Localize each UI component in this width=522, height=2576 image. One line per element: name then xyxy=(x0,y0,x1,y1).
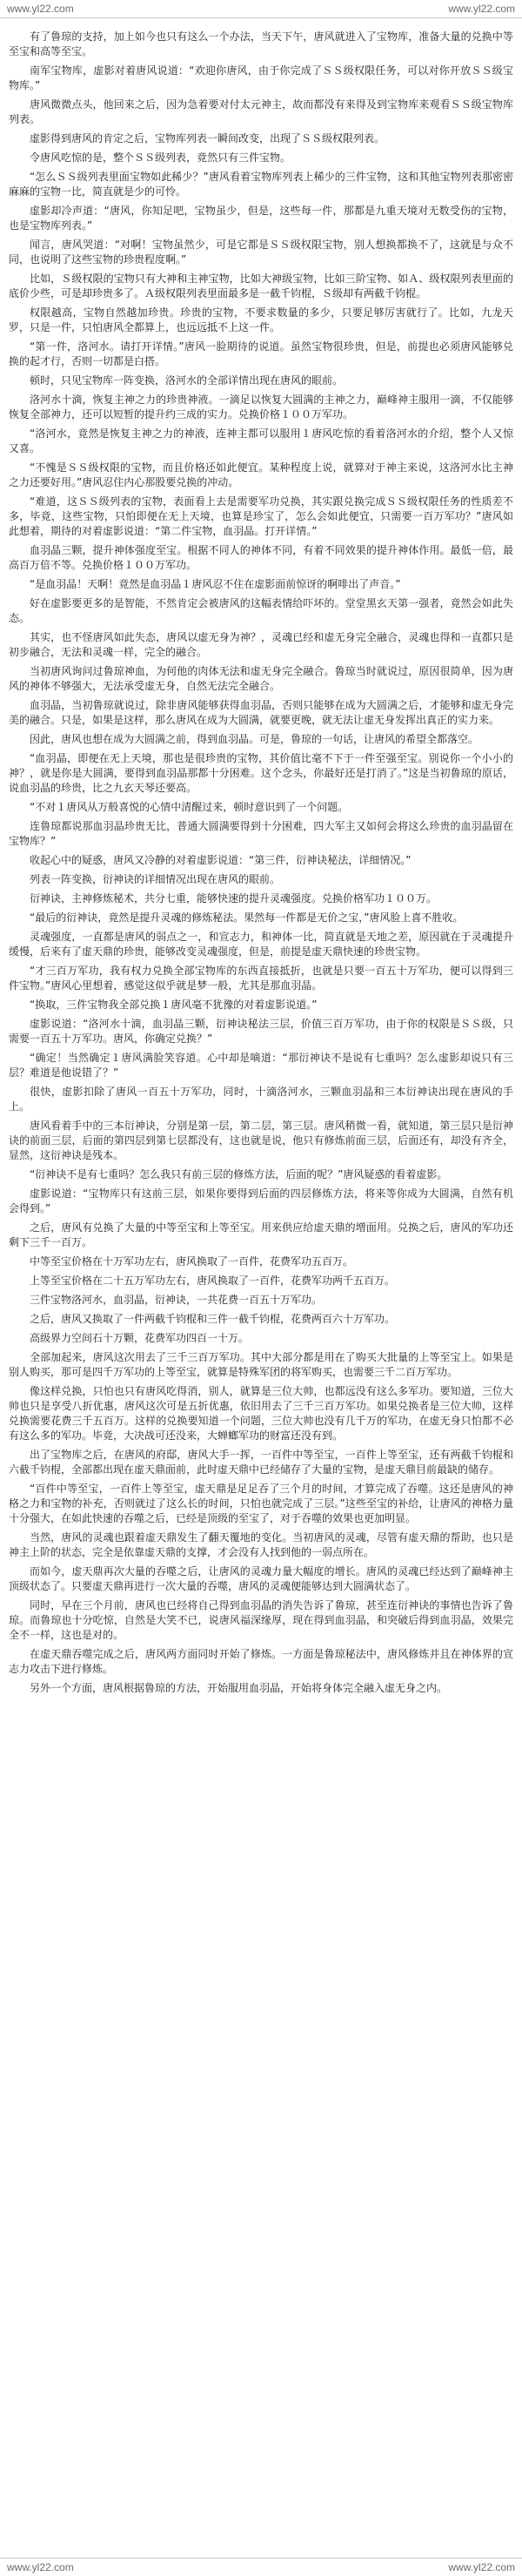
paragraph: 列表一阵变换，衍神诀的详细情况出现在唐风的眼前。 xyxy=(30,873,281,885)
watermark-text-bottom-right: www.yl22.com xyxy=(448,2561,515,2573)
paragraph: 闻言，唐风哭道：“对啊！宝物虽然少，可是它都是ＳＳ级权限宝物，别人想换都换不了，这就是与众不同，也说明了这些宝物的珍贵程度啊。” xyxy=(9,239,513,266)
paragraph: “换取，三件宝物我全部兑换１唐风毫不犹豫的对着虚影说道。” xyxy=(30,999,318,1011)
paragraph: 因此，唐风也想在成为大圆满之前，得到血羽晶。可是，鲁琼的一句话，让唐风的希望全都落空。 xyxy=(30,733,479,745)
paragraph: 当初唐风询问过鲁琼神血，为何他的肉体无法和虚无身完全融合。鲁琼当时就说过，原因很简单，因为唐风的神体不够强大，无法承受虚无身，自然无法完全融合。 xyxy=(9,665,513,692)
paragraph: 其实，也不怪唐风如此失态，唐风以虚无身为神？，灵魂已经和虚无身完全融合，灵魂也得和一直都只是初步融合，无法和灵魂一样，完全的融合。 xyxy=(9,631,513,658)
paragraph: 高级界力空间石十万颗，花费军功四百一十万。 xyxy=(30,1332,250,1344)
paragraph: “不愧是ＳＳ级权限的宝物，而且价格还如此便宜。某种程度上说，就算对于神主来说，这洛河水比主神之力还要好用。”唐风忍住内心那股要兑换的冲动。 xyxy=(9,461,513,488)
paragraph: 令唐风吃惊的是，整个ＳＳ级列表，竟然只有三件宝物。 xyxy=(30,151,291,164)
paragraph: “洛河水，竟然是恢复主神之力的神液，连神主都可以服用１唐风吃惊的看着洛河水的介绍，整个人又惊又喜。 xyxy=(9,427,513,454)
paragraph: 连鲁琼都说那血羽晶珍贵无比，普通大圆满要得到十分困难，四大军主又如何会将这么珍贵的血羽晶留在宝物库？” xyxy=(9,820,513,847)
watermark-text-top-left: www.yl22.com xyxy=(7,3,74,15)
paragraph: 收起心中的疑惑，唐风又冷静的对着虚影说道：“第三件，衍神诀秘法，详细情况。” xyxy=(30,854,412,866)
paragraph: “怎么ＳＳ级列表里面宝物如此稀少？”唐风看着宝物库列表上稀少的三件宝物，这和其他宝物列表那密密麻麻的宝物一比，简直就是少的可怜。 xyxy=(9,171,513,198)
paragraph: “难道，这ＳＳ级列表的宝物，表面看上去是需要军功兑换，其实跟兑换完成ＳＳ级权限任务的性质差不多，毕竟，这些宝物，只怕即便在无上天境，也算是珍宝了，怎么会如此便宜，只需要一百万军功？”唐风如此想着，期待的对着虚影说道：“第二件宝物，血羽晶。打开详情。” xyxy=(9,495,513,537)
paragraph: 洛河水十滴，恢复主神之力的珍贵神液。一滴足以恢复大圆满的主神之力，巅峰神主服用一滴，不仅能够恢复全部神力，还可以短暂的提升约三成的实力。兑换价格１００万军功。 xyxy=(9,393,513,420)
paragraph: “才三百万军功，我有权力兑换全部宝物库的东西直接抵折，也就是只要一百五十万军功，便可以得到三件宝物。”唐风心里想着，感觉这似乎就是梦一般，尤其是那血羽晶。 xyxy=(9,965,513,992)
top-divider xyxy=(0,17,522,18)
watermark-text-top-right: www.yl22.com xyxy=(448,3,515,15)
paragraph: 虚影却冷声道：“唐风，你知足吧，宝物虽少，但是，这些每一件，那都是九重天境对无数受伤的宝物，也是宝物库列表。” xyxy=(9,205,513,232)
paragraph: 血羽晶，当初鲁琼就说过，除非唐风能够获得血羽晶，否则只能够在成为大圆满之后，才能够和虚无身完美的融合。只是，如果是这样，那么唐风在成为大圆满，就要更晚，就无法让虚无身发挥出真正的实力来。 xyxy=(9,699,513,726)
paragraph: 出了宝物库之后，在唐风的府邸，唐风大手一挥，一百件中等至宝，一百件上等至宝，还有两截千钧棍和六截千钧棍，全部都出现在虚天鼎面前，此时虚天鼎中已经储存了大量的宝物，是虚天鼎目前最缺的储存。 xyxy=(9,1449,513,1476)
bottom-watermark-bar xyxy=(0,2559,522,2576)
paragraph: 血羽晶三颗，提升神体强度至宝。根据不同人的神体不同，有着不同效果的提升神体作用。最低一倍，最高百万倍不等。兑换价格１００万军功。 xyxy=(9,544,513,571)
paragraph: “衍神诀不是有七重吗？怎么我只有前三层的修炼方法，后面的呢？”唐风疑惑的看着虚影。 xyxy=(30,1168,448,1180)
paragraph: 虚影得到唐风的肯定之后，宝物库列表一瞬间改变，出现了ＳＳ级权限列表。 xyxy=(30,132,385,145)
paragraph: 在虚天鼎吞噬完成之后，唐风两方面同时开始了修炼。一方面是鲁琼秘法中，唐风修炼并且在神体界的宣志力攻击下进行修炼。 xyxy=(9,1648,513,1675)
paragraph: “第一件，洛河水。请打开详情。”唐风一脸期待的说道。虽然宝物很珍贵，但是，前提也必须唐风能够兑换的起才行，否则一切都是白搭。 xyxy=(9,340,513,367)
paragraph: “确定！当然确定１唐风满脸笑容道。心中却是嘀道：“那衍神诀不是说有七重吗？怎么虚影却说只有三层？难道是他说错了？” xyxy=(9,1052,513,1079)
paragraph: “最后的衍神诀，竟然是提升灵魂的修炼秘法。果然每一件都是无价之宝，”唐风脸上喜不胜收。 xyxy=(30,911,464,924)
watermark-text-bottom-left: www.yl22.com xyxy=(7,2561,74,2573)
paragraph: 当然，唐风的灵魂也跟着虚天鼎发生了翻天覆地的变化。当初唐风的灵魂，尽管有虚天鼎的帮助，也只是神主上阶的状态，完全是依靠虚天鼎的支撑，才会没有人找到他的一弱点所在。 xyxy=(9,1531,513,1558)
paragraph: “是血羽晶！天啊！竟然是血羽晶１唐风忍不住在虚影面前惊讶的啊啡出了声音。” xyxy=(30,578,401,590)
paragraph: “百件中等至宝，一百件上等至宝，虚天鼎是足足吞了三个月的时间，才算完成了吞噬。这还是唐风的神格之力和宝物的补充，否则就过了这么长的时间，只怕也就完成了三层。”这些至宝的补给，让唐风的神格力量十分强大，在如此快速的吞噬之后，已经是顶级的至宝了，对于吞噬的效果也更加明显。 xyxy=(9,1483,513,1524)
paragraph: 唐风微微点头，他回来之后，因为急着要对付太元神主，故而都没有来得及到宝物库来观看ＳＳ级宝物库列表。 xyxy=(9,98,513,125)
paragraph: 虚影说道：“洛河水十滴，血羽晶三颗，衍神诀秘法三层，价值三百万军功，由于你的权限是ＳＳ级，只需要一百五十万军功。唐风，你确定兑换？” xyxy=(9,1018,513,1045)
paragraph: 同时，早在三个月前，唐风也已经将自己得到血羽晶的消失告诉了鲁琼，甚至连衍神诀的事情也告诉了鲁琼。而鲁琼也十分吃惊，自然是大笑不已，说唐风福深缘厚，现在得到血羽晶，和突破后得到血羽晶，效果完全不一样，这也是对的。 xyxy=(9,1599,513,1641)
document-body xyxy=(9,30,513,2537)
paragraph: 灵魂强度，一直都是唐风的弱点之一，和宣志力，和神体一比，简直就是天地之差，原因就在于灵魂提升缓慢，后来有了虚天鼎的珍贵，能够改变灵魂强度，但是，前提是虚天鼎快速的珍贵宝物。 xyxy=(9,931,513,958)
paragraph: 权限越高，宝物自然越加珍贵。珍贵的宝物，不要求数量的多少，只要足够厉害就行了。比如，九龙天罗，只是一件，只怕唐风全都算上，也远远抵不上这一件。 xyxy=(9,306,513,333)
paragraph: 有了鲁琼的支持，加上如今也只有这么一个办法，当天下午，唐风就进入了宝物库，准备大量的兑换中等至宝和高等至宝。 xyxy=(9,30,513,57)
paragraph: 唐风看着手中的三本衍神诀，分别是第一层，第二层，第三层。唐风稍微一看，就知道，第三层只是衍神诀的前面三层，后面的第四层到第七层都没有，这也就是说，他只有修炼前面三层，后面还有，却没有齐全，显然，这衍神诀是残本。 xyxy=(9,1120,513,1161)
paragraph: “不对１唐风从万般喜悦的心情中清醒过来，顿时意识到了一个问题。 xyxy=(30,801,349,813)
paragraph: “血羽晶，即便在无上天境，那也是很珍贵的宝物，其价值比毫不下于一件至强至宝。别说你一个小小的神？，就是你是大圆满，要得到血羽晶那都十分困难。这个念头，你最好还是打消了。”这是当初鲁琼的原话，说血羽晶的珍贵，比之九玄天琴还要高。 xyxy=(9,752,513,794)
paragraph: 中等至宝价格在十万军功左右，唐风换取了一百件，花费军功五百万。 xyxy=(30,1255,354,1268)
top-watermark-bar xyxy=(0,0,522,17)
paragraph: 顿时，只见宝物库一阵变换，洛河水的全部详情出现在唐风的眼前。 xyxy=(30,374,344,387)
paragraph: 好在虚影要更多的是智能，不然肯定会被唐风的这幅表情给吓坏的。堂堂黑玄天第一强者，竟然会如此失态。 xyxy=(9,597,513,624)
paragraph: 衍神诀，主神修炼秘术，共分七重，能够快速的提升灵魂强度。兑换价格军功１００万。 xyxy=(30,892,438,905)
paragraph: 南军宝物库，虚影对着唐风说道：“欢迎你唐风，由于你完成了ＳＳ级权限任务，可以对你开放ＳＳ级宝物库。” xyxy=(9,64,513,91)
paragraph: 另外一个方面，唐风根据鲁琼的方法，开始服用血羽晶，开始将身体完全融入虚无身之内。 xyxy=(30,1682,448,1694)
paragraph: 全部加起来，唐风这次用去了三千三百万军功。其中大部分都是用在了购买大批量的上等至宝上。如果是别人购买，那可是四千万军功的上等至宝，就算是特殊军团的将军购买，也需要三千二百万军功。 xyxy=(9,1351,513,1378)
paragraph: 像这样兑换，只怕也只有唐风吃得消，别人，就算是三位大帅，也都远没有这么多军功。要知道，三位大帅也只是享受八折优惠，唐风这次可是五折优惠，依旧用去了三千三百万军功。如果兑换者是三位大帅，这样兑换需要花费三千五百万。这样的兑换要知道一个问题，三位大帅也没有几千万的军功，在虚无身只怕都不必有这么多的军功。毕竟，大决战可还没来，大蝉螂军功的财富还没有到。 xyxy=(9,1385,513,1442)
paragraph: 比如，Ｓ级权限的宝物只有大神和主神宝物，比如大神级宝物，比如三阶宝物、如Ａ、级权限列表里面的底价少些，可是却珍贵多了。Ａ级权限列表里面最多是一截千钧棍，Ｓ级却有两截千钧棍。 xyxy=(9,272,513,299)
paragraph: 很快，虚影扣除了唐风一百五十万军功，同时，十滴洛河水，三颗血羽晶和三本衍神诀出现在唐风的手上。 xyxy=(9,1086,513,1113)
paragraph: 上等至宝价格在二十五万军功左右，唐风换取了一百件，花费军功两千五百万。 xyxy=(30,1275,396,1287)
paragraph: 虚影说道：“宝物库只有这前三层，如果你要得到后面的四层修炼方法，将来等你成为大圆满，自然有机会得到。” xyxy=(9,1187,513,1214)
paragraph: 之后，唐风又换取了一件两截千钧棍和三件一截千钧棍，花费两百六十万军功。 xyxy=(30,1313,396,1325)
paragraph: 三件宝物洛河水，血羽晶，衍神诀，一共花费一百五十万军功。 xyxy=(30,1294,323,1306)
paragraph: 之后，唐风有兑换了大量的中等至宝和上等至宝。用来供应给虚天鼎的增面用。兑换之后，唐风的军功还剩下三千一百万。 xyxy=(9,1221,513,1248)
paragraph: 而如今，虚天鼎再次大量的吞噬之后，让唐风的灵魂力量大幅度的增长。唐风的灵魂已经达到了巅峰神主顶级状态了。只要虚天鼎再进行一次大量的吞噬，唐风的灵魂便能够达到大圆满状态了。 xyxy=(9,1565,513,1592)
